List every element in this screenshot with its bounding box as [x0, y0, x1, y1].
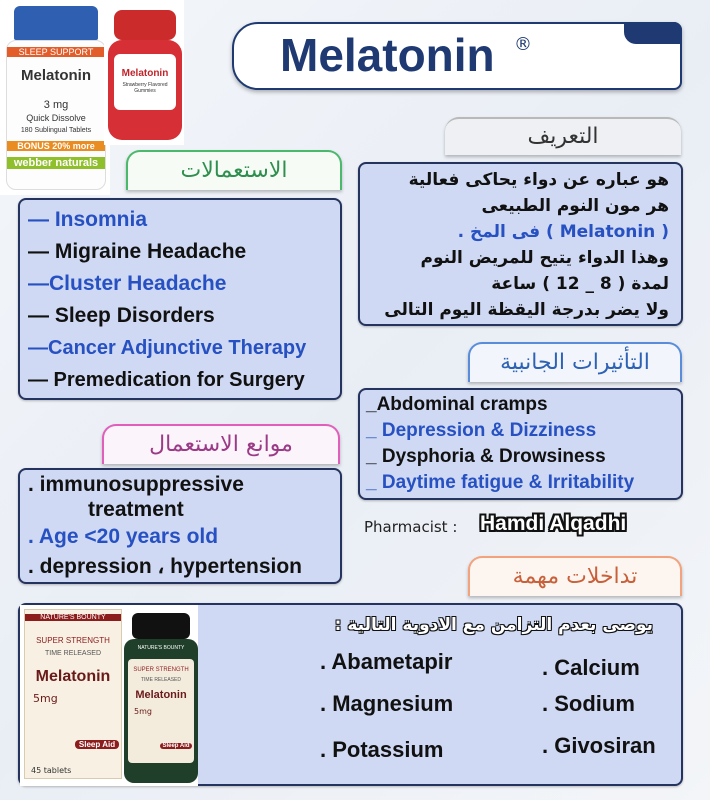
bottle-name: Melatonin: [135, 689, 187, 701]
product-dose: 3 mg: [43, 99, 69, 111]
side-effects-card: [358, 388, 683, 500]
bottle-body: [108, 40, 182, 140]
product-image-natures-bounty: [20, 605, 198, 786]
contraindication-item: treatment: [88, 498, 184, 521]
box-time: TIME RELEASED: [44, 650, 101, 657]
definition-heading: التعريف: [445, 117, 681, 155]
title-accent: [624, 22, 682, 44]
product-sub: Quick Dissolve: [26, 113, 86, 123]
uses-card: [18, 198, 342, 400]
interactions-note: يوصى بعدم التزامن مع الادوية التالية :: [334, 615, 653, 635]
uses-heading: الاستعمالات: [126, 150, 342, 190]
side-effect-item: _ Daytime fatigue & Irritability: [366, 472, 635, 493]
side-effect-item: _ Depression & Dizziness: [366, 420, 597, 441]
bottle-brand: NATURE'S BOUNTY: [137, 645, 185, 651]
bottle-time: TIME RELEASED: [140, 677, 181, 683]
side-effect-item: _ Dysphoria & Drowsiness: [366, 446, 606, 467]
contraindication-item: . depression ، hypertension: [28, 555, 303, 578]
definition-line: ( Melatonin ) فى المخ .: [457, 222, 669, 242]
definition-card: [358, 162, 683, 326]
page-title: Melatonin: [280, 29, 495, 81]
contraindications-heading: موانع الاستعمال: [102, 424, 340, 464]
pharmacist-label: Pharmacist :: [364, 518, 458, 536]
use-item: — Insomnia: [28, 208, 148, 231]
use-item: — Migraine Headache: [28, 240, 247, 263]
box-count: 45 tablets: [31, 766, 72, 775]
use-item: —Cancer Adjunctive Therapy: [28, 337, 307, 359]
product-image-webber: [0, 0, 110, 195]
contraindication-item: . Age <20 years old: [28, 525, 219, 548]
contraindications-card: [18, 468, 342, 584]
interaction-drug: . Givosiran: [542, 733, 656, 758]
bottle-cap: [14, 6, 98, 40]
product-name: Melatonin: [21, 67, 91, 84]
definition-line: هر مون النوم الطبيعى: [481, 196, 669, 216]
bottle-body: [124, 639, 198, 783]
box-name: Melatonin: [35, 668, 111, 685]
interaction-drug: . Calcium: [542, 655, 640, 680]
definition-line: ولا يضر بدرجة اليقظة اليوم التالى: [384, 300, 669, 320]
box-strength: SUPER STRENGTH: [36, 636, 110, 645]
product-count: 180 Sublingual Tablets: [20, 127, 92, 134]
definition-line: لمدة ( 8 _ 12 ) ساعة: [491, 274, 669, 294]
product-box: [24, 609, 122, 779]
interaction-drug: . Sodium: [542, 691, 635, 716]
product-image-gummies: [104, 0, 184, 145]
bottle-dose: 5mg: [134, 707, 152, 716]
product-sub: Strawberry Flavored Gummies: [122, 82, 168, 94]
contraindication-item: . immunosuppressive: [28, 473, 244, 496]
bottle-body: [6, 40, 106, 190]
banner-label: SLEEP SUPPORT: [7, 47, 105, 57]
interaction-drug: . Abametapir: [320, 649, 453, 674]
product-name: Melatonin: [121, 68, 169, 79]
use-item: —Cluster Headache: [28, 272, 227, 295]
interactions-heading: تداخلات مهمة: [468, 556, 682, 596]
definition-line: وهذا الدواء يتيح للمريض النوم: [420, 248, 669, 268]
side-effects-heading: التأثيرات الجانبية: [468, 342, 682, 382]
brand-label: webber naturals: [7, 157, 105, 169]
bottle-strength: SUPER STRENGTH: [133, 667, 189, 673]
bottle-cap: [132, 613, 190, 639]
registered-mark: ®: [514, 34, 532, 55]
interaction-drug: . Magnesium: [320, 691, 454, 716]
box-dose: 5mg: [33, 692, 58, 705]
title-banner: [232, 22, 682, 90]
interaction-drug: . Potassium: [320, 737, 444, 762]
use-item: — Premedication for Surgery: [28, 369, 305, 391]
bottle-sleep: Sleep Aid: [160, 743, 192, 749]
definition-line: هو عباره عن دواء يحاكى فعالية: [408, 170, 669, 190]
bonus-badge: BONUS 20% more: [7, 141, 105, 151]
box-sleep: Sleep Aid: [75, 740, 119, 749]
pharmacist-name: Hamdi Alqadhi: [480, 512, 627, 535]
bottle-cap: [114, 10, 176, 40]
side-effect-item: _Abdominal cramps: [366, 394, 548, 415]
box-brand: NATURE'S BOUNTY: [25, 614, 121, 621]
use-item: — Sleep Disorders: [28, 304, 215, 327]
